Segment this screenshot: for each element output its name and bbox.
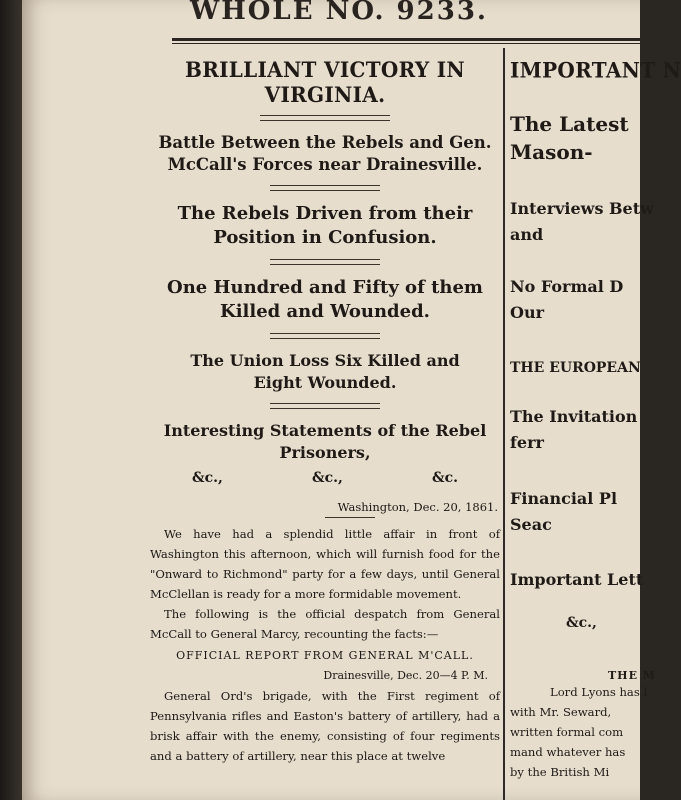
left-column — [150, 52, 500, 766]
right-line: The Invitation — [510, 407, 638, 426]
deck-separator — [270, 333, 380, 339]
right-text-line: with Mr. Seward, — [510, 705, 612, 719]
deck-separator — [270, 259, 380, 265]
right-headline: IMPORTANT N — [510, 57, 681, 83]
deck-5-line-2: Prisoners, — [279, 443, 371, 462]
deck-separator — [270, 185, 380, 191]
right-line: THE EUROPEAN — [510, 360, 641, 376]
headline-separator — [260, 115, 390, 121]
right-deck-1 — [510, 110, 640, 166]
article-body — [150, 524, 500, 766]
paragraph-1: We have had a splendid little affair in front of Washington this afternoon, which will furnish food for the "Onward to Richmond" party for a few days, until General McClellan is ready for a more formidable movement. — [150, 527, 500, 601]
deck-5-line-1: Interesting Statements of the Rebel — [163, 421, 487, 440]
right-line: &c., — [566, 615, 597, 631]
etc-1: &c., — [192, 470, 223, 486]
etc-2: &c., — [311, 470, 343, 486]
right-line: Financial Pl — [510, 489, 618, 508]
paragraph-3: General Ord's brigade, with the First regiment of Pennsylvania rifles and Easton's battery of artillery, had a brisk affair with the enemy, consisting of four regiments and a battery of artillery, near this place at twelve — [150, 689, 500, 763]
right-line: Interviews Betw — [510, 199, 654, 218]
deck-1 — [150, 132, 500, 176]
right-line: Our — [510, 303, 544, 322]
right-line: The Latest — [510, 112, 629, 136]
right-column — [510, 52, 681, 782]
etc-row — [150, 470, 500, 486]
report-subhead: OFFICIAL REPORT FROM GENERAL M'CALL. — [176, 649, 474, 662]
deck-5 — [150, 420, 500, 464]
deck-3-line-2: Killed and Wounded. — [220, 301, 430, 322]
dateline: Washington, Dec. 20, 1861. — [337, 500, 498, 514]
deck-separator — [270, 403, 380, 409]
right-line: THE M — [608, 669, 656, 682]
right-line: Mason- — [510, 140, 593, 164]
masthead: WHOLE NO. 9233. — [190, 0, 488, 26]
right-deck-3 — [510, 274, 640, 326]
deck-3-line-1: One Hundred and Fifty of them — [167, 277, 483, 298]
deck-2-line-2: Position in Confusion. — [213, 227, 437, 248]
etc-3: &c. — [431, 470, 458, 486]
page-edge-shadow — [0, 0, 22, 800]
right-line: and — [510, 225, 544, 244]
right-text-line: by the British Mi — [510, 765, 610, 779]
right-line: No Formal D — [510, 277, 624, 296]
deck-1-line-2: McCall's Forces near Drainesville. — [167, 155, 483, 174]
right-deck-5 — [510, 486, 640, 538]
main-headline: BRILLIANT VICTORY IN VIRGINIA. — [185, 56, 465, 108]
dateline-rule — [325, 517, 375, 518]
report-dateline: Drainesville, Dec. 20—4 P. M. — [323, 669, 488, 682]
deck-4-line-2: Eight Wounded. — [253, 373, 397, 392]
right-text-line: Lord Lyons has l — [550, 685, 648, 699]
deck-3 — [150, 276, 500, 324]
paragraph-2: The following is the official despatch from General McCall to General Marcy, recounting the facts:— — [150, 607, 500, 641]
right-deck-4 — [510, 404, 640, 456]
masthead-rule-thin — [172, 43, 640, 44]
deck-4 — [150, 350, 500, 394]
masthead-rule — [172, 38, 640, 41]
right-text-line: mand whatever has — [510, 745, 626, 759]
deck-2 — [150, 202, 500, 250]
right-line: Important Lett — [510, 570, 644, 589]
deck-4-line-1: The Union Loss Six Killed and — [190, 351, 460, 370]
column-divider — [503, 48, 505, 800]
deck-2-line-1: The Rebels Driven from their — [177, 203, 473, 224]
right-line: Seac — [510, 515, 552, 534]
deck-1-line-1: Battle Between the Rebels and Gen. — [158, 133, 492, 152]
right-line: ferr — [510, 433, 544, 452]
right-text-line: written formal com — [510, 725, 624, 739]
right-deck-2 — [510, 196, 654, 248]
